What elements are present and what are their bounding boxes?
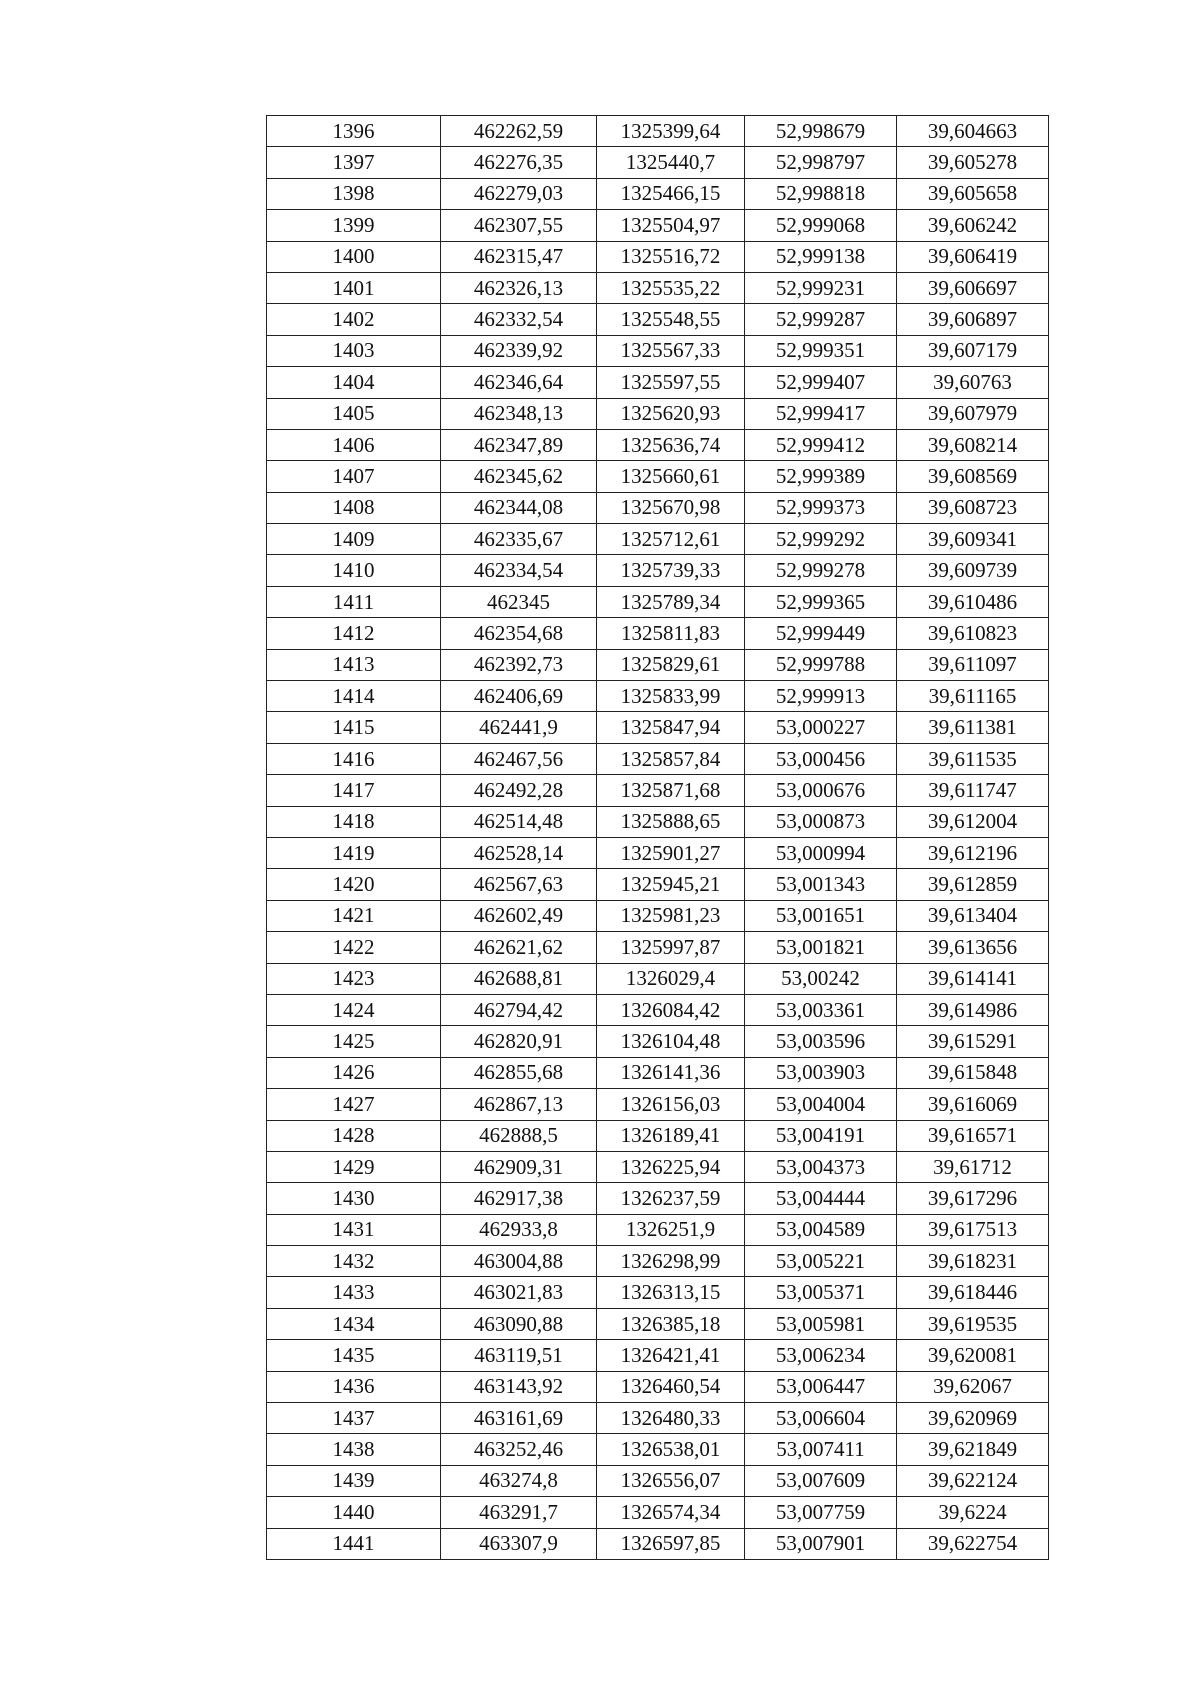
longitude-cell: 39,612859 [897,869,1049,900]
point-number-cell: 1434 [267,1308,441,1339]
y-coordinate-cell: 1326385,18 [597,1308,745,1339]
point-number-cell: 1421 [267,900,441,931]
longitude-cell: 39,611535 [897,743,1049,774]
coordinates-table [266,115,1049,1560]
x-coordinate-cell: 462467,56 [441,743,597,774]
table-row [267,681,1049,712]
table-row [267,963,1049,994]
longitude-cell: 39,619535 [897,1308,1049,1339]
y-coordinate-cell: 1325660,61 [597,461,745,492]
longitude-cell: 39,616069 [897,1089,1049,1120]
point-number-cell: 1435 [267,1340,441,1371]
table-row [267,1057,1049,1088]
table-row [267,1246,1049,1277]
point-number-cell: 1414 [267,681,441,712]
x-coordinate-cell: 462888,5 [441,1120,597,1151]
latitude-cell: 53,005221 [745,1246,897,1277]
latitude-cell: 53,007901 [745,1528,897,1559]
latitude-cell: 53,007609 [745,1465,897,1496]
latitude-cell: 53,000994 [745,837,897,868]
point-number-cell: 1424 [267,994,441,1025]
latitude-cell: 53,00242 [745,963,897,994]
longitude-cell: 39,62067 [897,1371,1049,1402]
latitude-cell: 53,004191 [745,1120,897,1151]
x-coordinate-cell: 463119,51 [441,1340,597,1371]
point-number-cell: 1409 [267,524,441,555]
longitude-cell: 39,612004 [897,806,1049,837]
table-row [267,241,1049,272]
point-number-cell: 1407 [267,461,441,492]
x-coordinate-cell: 462346,64 [441,367,597,398]
y-coordinate-cell: 1325535,22 [597,272,745,303]
x-coordinate-cell: 462334,54 [441,555,597,586]
y-coordinate-cell: 1325857,84 [597,743,745,774]
y-coordinate-cell: 1326421,41 [597,1340,745,1371]
latitude-cell: 53,000873 [745,806,897,837]
latitude-cell: 52,998818 [745,178,897,209]
y-coordinate-cell: 1325871,68 [597,775,745,806]
latitude-cell: 53,005371 [745,1277,897,1308]
y-coordinate-cell: 1326460,54 [597,1371,745,1402]
x-coordinate-cell: 462909,31 [441,1151,597,1182]
longitude-cell: 39,606897 [897,304,1049,335]
x-coordinate-cell: 462345,62 [441,461,597,492]
point-number-cell: 1438 [267,1434,441,1465]
table-row [267,210,1049,241]
table-row [267,837,1049,868]
point-number-cell: 1396 [267,116,441,147]
x-coordinate-cell: 463021,83 [441,1277,597,1308]
longitude-cell: 39,611165 [897,681,1049,712]
x-coordinate-cell: 462820,91 [441,1026,597,1057]
x-coordinate-cell: 462345 [441,586,597,617]
table-row [267,743,1049,774]
longitude-cell: 39,622124 [897,1465,1049,1496]
latitude-cell: 52,999068 [745,210,897,241]
table-row [267,712,1049,743]
table-row [267,1151,1049,1182]
x-coordinate-cell: 463161,69 [441,1403,597,1434]
y-coordinate-cell: 1326538,01 [597,1434,745,1465]
longitude-cell: 39,621849 [897,1434,1049,1465]
latitude-cell: 52,999449 [745,618,897,649]
point-number-cell: 1401 [267,272,441,303]
table-row [267,1089,1049,1120]
longitude-cell: 39,620081 [897,1340,1049,1371]
x-coordinate-cell: 462567,63 [441,869,597,900]
point-number-cell: 1437 [267,1403,441,1434]
longitude-cell: 39,614141 [897,963,1049,994]
latitude-cell: 53,000227 [745,712,897,743]
x-coordinate-cell: 462492,28 [441,775,597,806]
longitude-cell: 39,61712 [897,1151,1049,1182]
x-coordinate-cell: 463291,7 [441,1497,597,1528]
longitude-cell: 39,607179 [897,335,1049,366]
point-number-cell: 1433 [267,1277,441,1308]
table-row [267,1120,1049,1151]
table-row [267,398,1049,429]
latitude-cell: 53,003596 [745,1026,897,1057]
y-coordinate-cell: 1325811,83 [597,618,745,649]
y-coordinate-cell: 1326104,48 [597,1026,745,1057]
latitude-cell: 53,004373 [745,1151,897,1182]
point-number-cell: 1408 [267,492,441,523]
point-number-cell: 1415 [267,712,441,743]
y-coordinate-cell: 1325789,34 [597,586,745,617]
point-number-cell: 1404 [267,367,441,398]
point-number-cell: 1428 [267,1120,441,1151]
latitude-cell: 53,007411 [745,1434,897,1465]
longitude-cell: 39,605278 [897,147,1049,178]
point-number-cell: 1425 [267,1026,441,1057]
longitude-cell: 39,614986 [897,994,1049,1025]
y-coordinate-cell: 1325981,23 [597,900,745,931]
longitude-cell: 39,612196 [897,837,1049,868]
x-coordinate-cell: 462326,13 [441,272,597,303]
y-coordinate-cell: 1325636,74 [597,429,745,460]
latitude-cell: 52,999292 [745,524,897,555]
x-coordinate-cell: 462855,68 [441,1057,597,1088]
x-coordinate-cell: 462315,47 [441,241,597,272]
table-row [267,304,1049,335]
table-row [267,618,1049,649]
latitude-cell: 53,000676 [745,775,897,806]
latitude-cell: 52,999389 [745,461,897,492]
longitude-cell: 39,609341 [897,524,1049,555]
point-number-cell: 1422 [267,932,441,963]
latitude-cell: 52,999373 [745,492,897,523]
table-row [267,492,1049,523]
longitude-cell: 39,613656 [897,932,1049,963]
table-row [267,1434,1049,1465]
table-row [267,461,1049,492]
latitude-cell: 53,001343 [745,869,897,900]
table-row [267,932,1049,963]
table-row [267,1026,1049,1057]
x-coordinate-cell: 462794,42 [441,994,597,1025]
y-coordinate-cell: 1326029,4 [597,963,745,994]
table-row [267,555,1049,586]
y-coordinate-cell: 1325712,61 [597,524,745,555]
point-number-cell: 1397 [267,147,441,178]
latitude-cell: 52,999788 [745,649,897,680]
x-coordinate-cell: 462917,38 [441,1183,597,1214]
x-coordinate-cell: 463307,9 [441,1528,597,1559]
point-number-cell: 1399 [267,210,441,241]
point-number-cell: 1418 [267,806,441,837]
point-number-cell: 1426 [267,1057,441,1088]
table-row [267,335,1049,366]
table-row [267,869,1049,900]
longitude-cell: 39,604663 [897,116,1049,147]
y-coordinate-cell: 1326298,99 [597,1246,745,1277]
table-row [267,586,1049,617]
point-number-cell: 1436 [267,1371,441,1402]
x-coordinate-cell: 462354,68 [441,618,597,649]
x-coordinate-cell: 462441,9 [441,712,597,743]
table-row [267,1465,1049,1496]
y-coordinate-cell: 1325670,98 [597,492,745,523]
longitude-cell: 39,606242 [897,210,1049,241]
point-number-cell: 1417 [267,775,441,806]
latitude-cell: 52,998679 [745,116,897,147]
longitude-cell: 39,609739 [897,555,1049,586]
table-row [267,1308,1049,1339]
longitude-cell: 39,611747 [897,775,1049,806]
y-coordinate-cell: 1326313,15 [597,1277,745,1308]
y-coordinate-cell: 1326480,33 [597,1403,745,1434]
longitude-cell: 39,608214 [897,429,1049,460]
y-coordinate-cell: 1325997,87 [597,932,745,963]
table-row [267,272,1049,303]
table-row [267,178,1049,209]
latitude-cell: 52,999351 [745,335,897,366]
latitude-cell: 52,999231 [745,272,897,303]
y-coordinate-cell: 1326141,36 [597,1057,745,1088]
x-coordinate-cell: 462406,69 [441,681,597,712]
y-coordinate-cell: 1325466,15 [597,178,745,209]
table-row [267,116,1049,147]
longitude-cell: 39,622754 [897,1528,1049,1559]
table-row [267,994,1049,1025]
latitude-cell: 52,999287 [745,304,897,335]
latitude-cell: 52,999417 [745,398,897,429]
y-coordinate-cell: 1325901,27 [597,837,745,868]
point-number-cell: 1441 [267,1528,441,1559]
point-number-cell: 1439 [267,1465,441,1496]
longitude-cell: 39,615848 [897,1057,1049,1088]
latitude-cell: 52,998797 [745,147,897,178]
x-coordinate-cell: 463252,46 [441,1434,597,1465]
y-coordinate-cell: 1325440,7 [597,147,745,178]
table-row [267,1371,1049,1402]
longitude-cell: 39,615291 [897,1026,1049,1057]
latitude-cell: 52,999278 [745,555,897,586]
y-coordinate-cell: 1325833,99 [597,681,745,712]
longitude-cell: 39,617296 [897,1183,1049,1214]
point-number-cell: 1423 [267,963,441,994]
table-row [267,1277,1049,1308]
latitude-cell: 53,001821 [745,932,897,963]
latitude-cell: 52,999412 [745,429,897,460]
longitude-cell: 39,618446 [897,1277,1049,1308]
y-coordinate-cell: 1325548,55 [597,304,745,335]
table-row [267,1183,1049,1214]
longitude-cell: 39,608723 [897,492,1049,523]
x-coordinate-cell: 462867,13 [441,1089,597,1120]
x-coordinate-cell: 462392,73 [441,649,597,680]
y-coordinate-cell: 1326597,85 [597,1528,745,1559]
latitude-cell: 53,004444 [745,1183,897,1214]
y-coordinate-cell: 1326189,41 [597,1120,745,1151]
point-number-cell: 1400 [267,241,441,272]
latitude-cell: 52,999913 [745,681,897,712]
x-coordinate-cell: 462344,08 [441,492,597,523]
point-number-cell: 1429 [267,1151,441,1182]
point-number-cell: 1405 [267,398,441,429]
table-row [267,649,1049,680]
latitude-cell: 53,003903 [745,1057,897,1088]
y-coordinate-cell: 1325567,33 [597,335,745,366]
longitude-cell: 39,620969 [897,1403,1049,1434]
latitude-cell: 53,005981 [745,1308,897,1339]
table-row [267,147,1049,178]
point-number-cell: 1430 [267,1183,441,1214]
latitude-cell: 53,004004 [745,1089,897,1120]
x-coordinate-cell: 462276,35 [441,147,597,178]
point-number-cell: 1432 [267,1246,441,1277]
latitude-cell: 52,999138 [745,241,897,272]
longitude-cell: 39,608569 [897,461,1049,492]
x-coordinate-cell: 462279,03 [441,178,597,209]
x-coordinate-cell: 463004,88 [441,1246,597,1277]
y-coordinate-cell: 1325399,64 [597,116,745,147]
y-coordinate-cell: 1326225,94 [597,1151,745,1182]
point-number-cell: 1420 [267,869,441,900]
y-coordinate-cell: 1326574,34 [597,1497,745,1528]
point-number-cell: 1403 [267,335,441,366]
longitude-cell: 39,6224 [897,1497,1049,1528]
point-number-cell: 1413 [267,649,441,680]
longitude-cell: 39,610823 [897,618,1049,649]
table-row [267,1214,1049,1245]
y-coordinate-cell: 1326251,9 [597,1214,745,1245]
latitude-cell: 53,006447 [745,1371,897,1402]
latitude-cell: 52,999407 [745,367,897,398]
x-coordinate-cell: 462307,55 [441,210,597,241]
y-coordinate-cell: 1325504,97 [597,210,745,241]
x-coordinate-cell: 462339,92 [441,335,597,366]
latitude-cell: 53,003361 [745,994,897,1025]
point-number-cell: 1406 [267,429,441,460]
table-row [267,1528,1049,1559]
point-number-cell: 1398 [267,178,441,209]
latitude-cell: 52,999365 [745,586,897,617]
table-row [267,806,1049,837]
x-coordinate-cell: 462332,54 [441,304,597,335]
latitude-cell: 53,006604 [745,1403,897,1434]
table-row [267,1497,1049,1528]
longitude-cell: 39,610486 [897,586,1049,617]
coordinates-table-body [267,116,1049,1560]
x-coordinate-cell: 462347,89 [441,429,597,460]
longitude-cell: 39,607979 [897,398,1049,429]
x-coordinate-cell: 462348,13 [441,398,597,429]
table-row [267,1340,1049,1371]
y-coordinate-cell: 1325516,72 [597,241,745,272]
table-row [267,775,1049,806]
x-coordinate-cell: 462514,48 [441,806,597,837]
y-coordinate-cell: 1326237,59 [597,1183,745,1214]
point-number-cell: 1410 [267,555,441,586]
longitude-cell: 39,618231 [897,1246,1049,1277]
point-number-cell: 1440 [267,1497,441,1528]
table-row [267,900,1049,931]
x-coordinate-cell: 463090,88 [441,1308,597,1339]
y-coordinate-cell: 1325829,61 [597,649,745,680]
y-coordinate-cell: 1325847,94 [597,712,745,743]
x-coordinate-cell: 462262,59 [441,116,597,147]
x-coordinate-cell: 462688,81 [441,963,597,994]
x-coordinate-cell: 462933,8 [441,1214,597,1245]
point-number-cell: 1416 [267,743,441,774]
point-number-cell: 1419 [267,837,441,868]
longitude-cell: 39,611381 [897,712,1049,743]
x-coordinate-cell: 463274,8 [441,1465,597,1496]
point-number-cell: 1427 [267,1089,441,1120]
x-coordinate-cell: 463143,92 [441,1371,597,1402]
point-number-cell: 1411 [267,586,441,617]
longitude-cell: 39,611097 [897,649,1049,680]
latitude-cell: 53,006234 [745,1340,897,1371]
y-coordinate-cell: 1325739,33 [597,555,745,586]
latitude-cell: 53,007759 [745,1497,897,1528]
x-coordinate-cell: 462602,49 [441,900,597,931]
longitude-cell: 39,617513 [897,1214,1049,1245]
point-number-cell: 1402 [267,304,441,335]
y-coordinate-cell: 1325888,65 [597,806,745,837]
x-coordinate-cell: 462621,62 [441,932,597,963]
y-coordinate-cell: 1325945,21 [597,869,745,900]
latitude-cell: 53,000456 [745,743,897,774]
y-coordinate-cell: 1325597,55 [597,367,745,398]
longitude-cell: 39,605658 [897,178,1049,209]
y-coordinate-cell: 1325620,93 [597,398,745,429]
point-number-cell: 1431 [267,1214,441,1245]
x-coordinate-cell: 462335,67 [441,524,597,555]
y-coordinate-cell: 1326556,07 [597,1465,745,1496]
longitude-cell: 39,616571 [897,1120,1049,1151]
longitude-cell: 39,613404 [897,900,1049,931]
longitude-cell: 39,606697 [897,272,1049,303]
longitude-cell: 39,606419 [897,241,1049,272]
latitude-cell: 53,004589 [745,1214,897,1245]
latitude-cell: 53,001651 [745,900,897,931]
point-number-cell: 1412 [267,618,441,649]
table-row [267,524,1049,555]
table-row [267,367,1049,398]
y-coordinate-cell: 1326156,03 [597,1089,745,1120]
table-row [267,1403,1049,1434]
longitude-cell: 39,60763 [897,367,1049,398]
x-coordinate-cell: 462528,14 [441,837,597,868]
table-row [267,429,1049,460]
y-coordinate-cell: 1326084,42 [597,994,745,1025]
